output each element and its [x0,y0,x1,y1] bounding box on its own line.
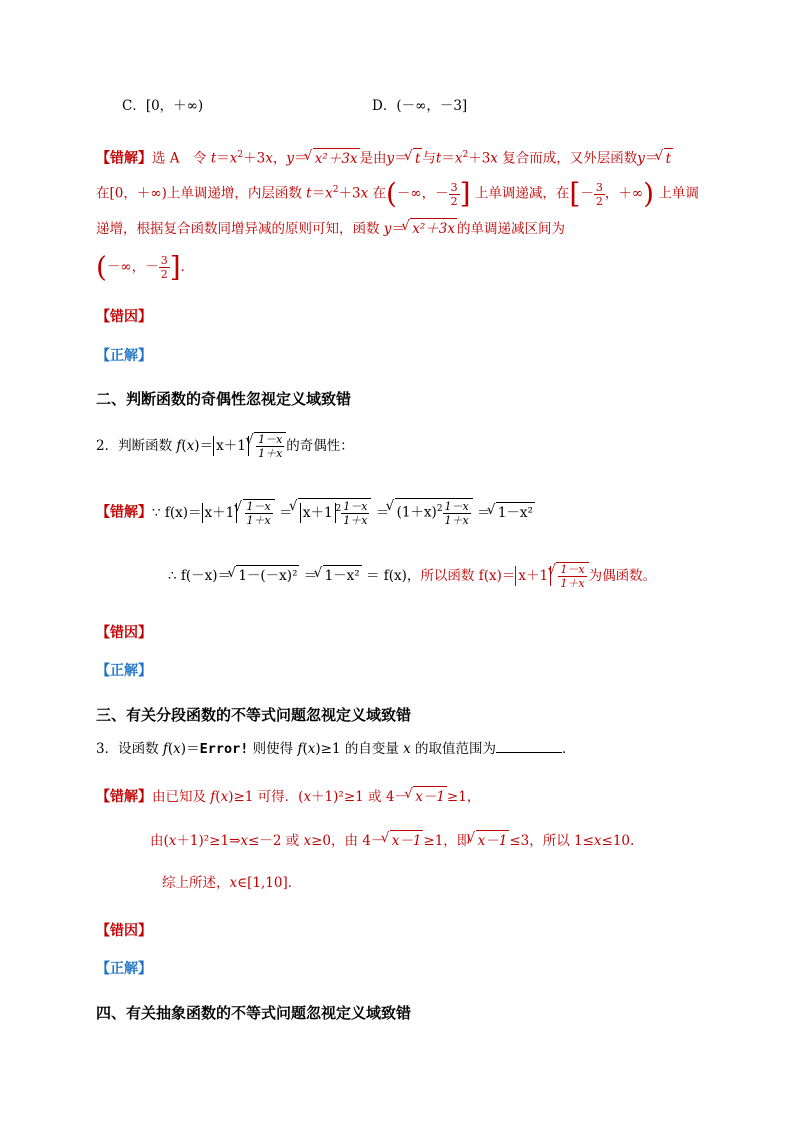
radical: √ t [413,148,422,169]
correct-solution-label-2: 【正解】 [96,663,152,679]
q2-stem: 2．判断函数 f(x)＝ x＋1 √ $\frac{1-x}{1+x}$ 的奇偶性： [96,432,354,460]
q3-wrong-line-1: 【错解】由已知及 f(x)≥1 可得．(x＋1)²≥1 或 4－ √ x－1 ≥1， [96,786,480,807]
section-heading-3: 三、有关分段函数的不等式问题忽视定义域致错 [96,706,412,724]
section-heading-4: 四、有关抽象函数的不等式问题忽视定义域致错 [96,1004,412,1022]
section-heading-2: 二、判断函数的奇偶性忽视定义域致错 [96,390,352,408]
q1-wrong-line-4: (－∞，－ $\frac{3}{2}$ ]． [96,250,195,284]
option-c: C．[0，＋∞) [122,98,204,114]
option-d: D．(－∞，－3] [372,98,468,114]
q3-stem: 3．设函数 f(x)＝Error! 则使得 f(x)≥1 的自变量 x 的取值范围为 ． [96,738,576,759]
radical: √ t [664,148,673,169]
correct-solution-label-1: 【正解】 [96,348,152,364]
q3-wrong-line-2: 由(x＋1)²≥1⇒x≤－2 或 x≥0，由 4－ √ x－1 ≥1，即 √ x－1 ≤3，所以 1≤x≤10. [150,830,634,851]
wrong-solution-label: 【错解】 [96,504,152,521]
q1-wrong-line-3: 递增，根据复合函数同增异减的原则可知，函数 y＝ √ x²＋3x 的单调递减区间为 [96,218,565,239]
correct-solution-label-3: 【正解】 [96,961,152,977]
error-cause-label-3: 【错因】 [96,923,152,939]
wrong-solution-label: 【错解】 [96,150,152,167]
fraction: $\frac{3}{2}$ [595,180,603,208]
error-cause-label-2: 【错因】 [96,625,152,641]
answer-blank [496,738,562,753]
radical: √ x²＋3x [313,148,360,169]
fraction: $\frac{3}{2}$ [160,254,168,281]
q1-wrong-line-1: 【错解】选 A 令 $t=x^2+3x$，y＝ √ x²＋3x 是由y＝ √ t 与$t=x^2+3x$ 复合而成，又外层函数y＝ √ t [96,145,673,169]
q1-wrong-line-2: 在[0，＋∞)上单调递增，内层函数 $t=x^2+3x$ 在(－∞，－ $\frac{3}{2}$ ] 上单调递减，在[－ $\frac{3}{2}$ ，＋∞) 上单调 [96,177,699,210]
q2-wrong-line-1: 【错解】∵ f(x)＝ x＋1 √ $\frac{1-x}{1+x}$ ＝ √ x＋1 $^2$ $\frac{1-x}{1+x}$ ＝ √ $(1+x)^2$ $\frac{1-x}{1+x}$ ＝ √ 1－x² [96,498,535,527]
error-cause-label-1: 【错因】 [96,309,152,325]
radical: √ x²＋3x [410,218,457,239]
q2-wrong-line-2: ∴ f(－x)＝ √ 1－(－x)² ＝ √ 1－x² ＝ f(x)，所以函数 f(x)＝ x＋1 √ $\frac{1-x}{1+x}$ 为偶函数。 [168,562,656,590]
fraction: $\frac{3}{2}$ [450,180,458,208]
wrong-solution-label: 【错解】 [96,789,152,805]
q3-wrong-line-3: 综上所述，x∈[1,10]． [162,875,302,891]
